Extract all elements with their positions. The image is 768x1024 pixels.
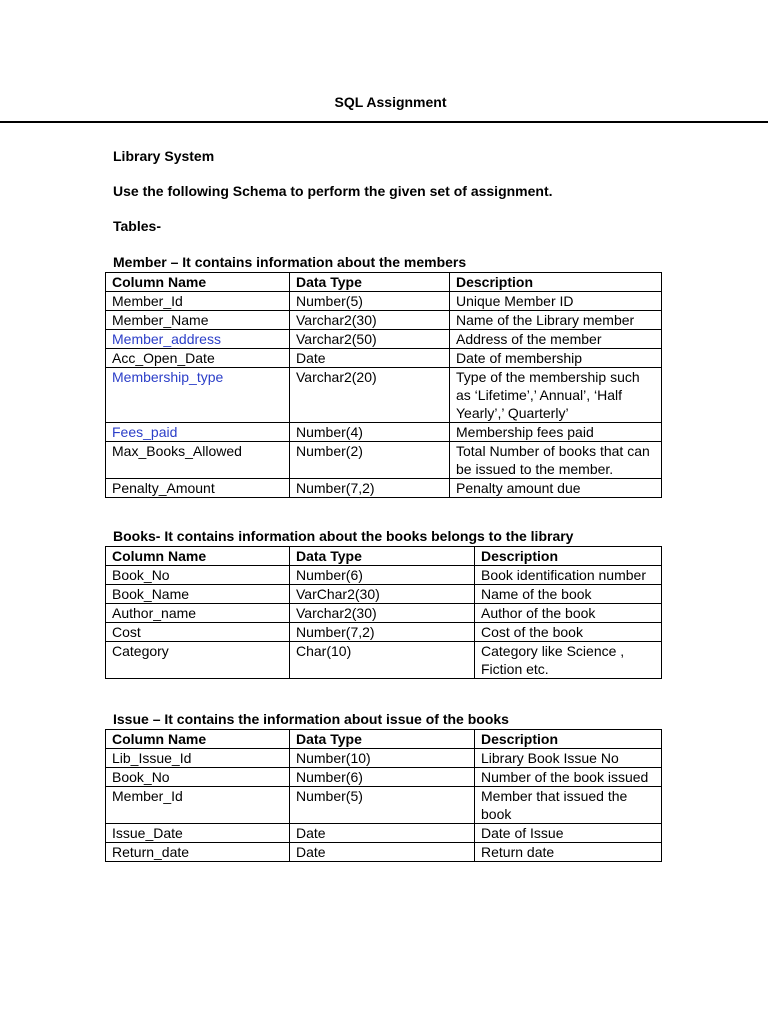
cell-description: Address of the member <box>450 330 662 349</box>
cell-description: Type of the membership such as ‘Lifetime’,’ Annual’, ‘Half Yearly’,’ Quarterly’ <box>450 368 662 423</box>
cell-description: Penalty amount due <box>450 479 662 498</box>
cell-description: Return date <box>475 843 662 862</box>
cell-description: Library Book Issue No <box>475 749 662 768</box>
table-row <box>106 330 662 349</box>
cell-column-name: Membership_type <box>106 368 290 423</box>
cell-column-name: Return_date <box>106 843 290 862</box>
instruction-text: Use the following Schema to perform the given set of assignment. <box>113 183 553 199</box>
cell-column-name: Penalty_Amount <box>106 479 290 498</box>
table-row <box>106 642 662 679</box>
table-row <box>106 749 662 768</box>
member-table-caption: Member – It contains information about the members <box>113 254 467 270</box>
cell-description: Number of the book issued <box>475 768 662 787</box>
header-column-name: Column Name <box>106 547 290 566</box>
cell-description: Date of membership <box>450 349 662 368</box>
cell-description: Book identification number <box>475 566 662 585</box>
cell-data-type: Number(5) <box>290 292 450 311</box>
cell-description: Total Number of books that can be issued to the member. <box>450 442 662 479</box>
title-divider <box>0 121 768 123</box>
table-row <box>106 368 662 423</box>
cell-column-name: Lib_Issue_Id <box>106 749 290 768</box>
cell-description: Name of the Library member <box>450 311 662 330</box>
table-row <box>106 442 662 479</box>
cell-data-type: Date <box>290 843 475 862</box>
table-row <box>106 566 662 585</box>
section-heading-library-system: Library System <box>113 148 215 164</box>
table-row <box>106 349 662 368</box>
table-header-row <box>106 730 662 749</box>
cell-data-type: Number(7,2) <box>290 479 450 498</box>
cell-data-type: Varchar2(20) <box>290 368 450 423</box>
cell-description: Unique Member ID <box>450 292 662 311</box>
cell-column-name: Member_Id <box>106 787 290 824</box>
header-description: Description <box>475 547 662 566</box>
cell-column-name: Category <box>106 642 290 679</box>
cell-column-name: Book_Name <box>106 585 290 604</box>
table-row <box>106 292 662 311</box>
cell-data-type: Number(6) <box>290 566 475 585</box>
header-data-type: Data Type <box>290 730 475 749</box>
cell-column-name: Acc_Open_Date <box>106 349 290 368</box>
table-row <box>106 423 662 442</box>
table-row <box>106 479 662 498</box>
cell-column-name: Book_No <box>106 768 290 787</box>
cell-description: Date of Issue <box>475 824 662 843</box>
header-column-name: Column Name <box>106 273 290 292</box>
issue-table-caption: Issue – It contains the information about issue of the books <box>113 711 509 727</box>
cell-data-type: Number(4) <box>290 423 450 442</box>
table-row <box>106 787 662 824</box>
header-description: Description <box>450 273 662 292</box>
table-row <box>106 604 662 623</box>
cell-column-name: Fees_paid <box>106 423 290 442</box>
table-row <box>106 585 662 604</box>
header-data-type: Data Type <box>290 547 475 566</box>
issue-table <box>105 729 662 862</box>
cell-description: Member that issued the book <box>475 787 662 824</box>
cell-data-type: Varchar2(30) <box>290 311 450 330</box>
cell-column-name: Member_address <box>106 330 290 349</box>
cell-column-name: Cost <box>106 623 290 642</box>
tables-label: Tables- <box>113 218 161 234</box>
cell-data-type: Number(7,2) <box>290 623 475 642</box>
books-table-caption: Books- It contains information about the books belongs to the library <box>113 528 574 544</box>
member-table <box>105 272 662 498</box>
cell-data-type: Number(5) <box>290 787 475 824</box>
cell-description: Cost of the book <box>475 623 662 642</box>
cell-column-name: Author_name <box>106 604 290 623</box>
cell-column-name: Member_Name <box>106 311 290 330</box>
cell-data-type: Varchar2(50) <box>290 330 450 349</box>
cell-data-type: Number(6) <box>290 768 475 787</box>
cell-description: Name of the book <box>475 585 662 604</box>
books-table <box>105 546 662 679</box>
cell-column-name: Book_No <box>106 566 290 585</box>
cell-data-type: Varchar2(30) <box>290 604 475 623</box>
cell-data-type: Number(10) <box>290 749 475 768</box>
cell-column-name: Issue_Date <box>106 824 290 843</box>
table-row <box>106 768 662 787</box>
header-column-name: Column Name <box>106 730 290 749</box>
table-header-row <box>106 547 662 566</box>
cell-column-name: Member_Id <box>106 292 290 311</box>
cell-description: Author of the book <box>475 604 662 623</box>
table-row <box>106 843 662 862</box>
table-row <box>106 623 662 642</box>
cell-column-name: Max_Books_Allowed <box>106 442 290 479</box>
table-row <box>106 311 662 330</box>
table-row <box>106 824 662 843</box>
cell-description: Membership fees paid <box>450 423 662 442</box>
table-header-row <box>106 273 662 292</box>
cell-data-type: Date <box>290 824 475 843</box>
cell-description: Category like Science , Fiction etc. <box>475 642 662 679</box>
page-title: SQL Assignment <box>334 94 447 110</box>
cell-data-type: Char(10) <box>290 642 475 679</box>
header-description: Description <box>475 730 662 749</box>
cell-data-type: Date <box>290 349 450 368</box>
cell-data-type: Number(2) <box>290 442 450 479</box>
cell-data-type: VarChar2(30) <box>290 585 475 604</box>
header-data-type: Data Type <box>290 273 450 292</box>
